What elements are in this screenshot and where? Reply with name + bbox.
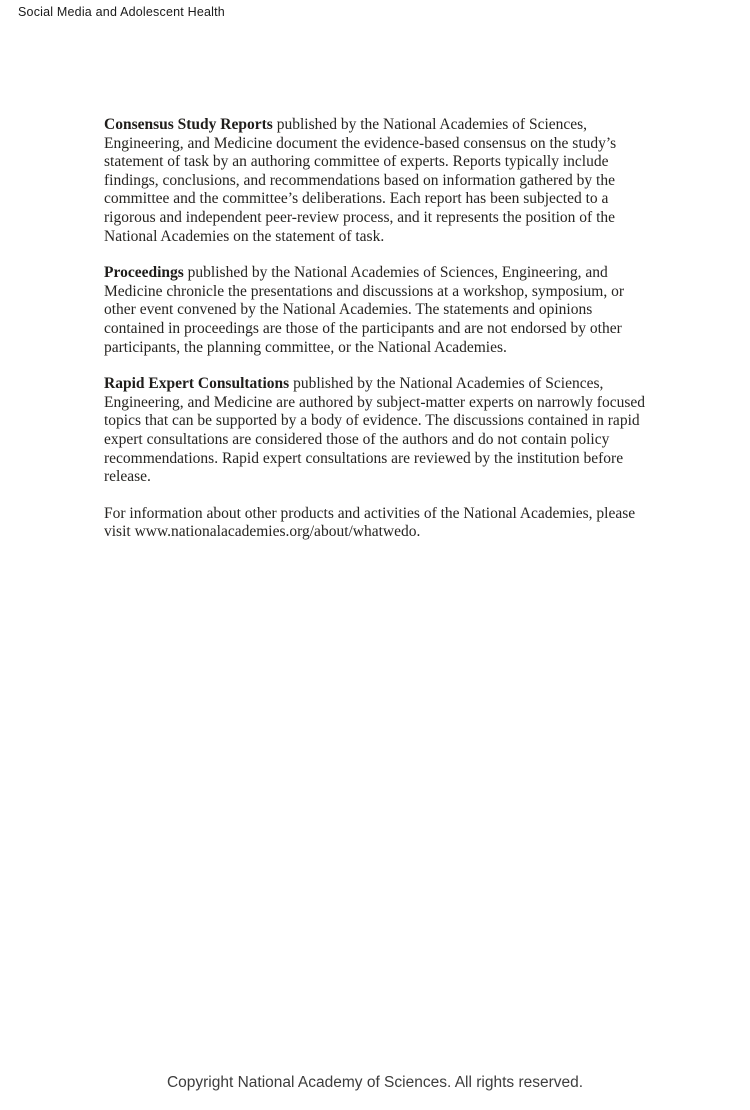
- paragraph-text: published by the National Academies of Sciences, Engineering, and Medicine document the evidence-based consensus on the study’s statement of task by an authoring committee of experts. Reports typically include findings, conclusions, and recommendations based on information gathered by the committee and the committee’s deliberations. Each report has been subjected to a rigorous and independent peer-review process, and it represents the position of the National Academies on the statement of task.: [104, 116, 617, 245]
- paragraph-text: published by the National Academies of Sciences, Engineering, and Medicine chronicle the presentations and discussions at a workshop, symposium, or other event convened by the National Academies. The statements and opinions contained in proceedings are those of the participants and are not endorsed by other participants, the planning committee, or the National Academies.: [104, 264, 625, 356]
- paragraph-text: published by the National Academies of Sciences, Engineering, and Medicine are authored by subject-matter experts on narrowly focused topics that can be supported by a body of evidence. The discussions contained in rapid expert consultations are considered those of the authors and do not contain policy recommendations. Rapid expert consultations are reviewed by the institution before release.: [104, 375, 646, 486]
- running-header-title: Social Media and Adolescent Health: [18, 5, 225, 19]
- paragraph-text: For information about other products and activities of the National Academies, please visit www.nationalacademies.org/about/whatwedo.: [104, 504, 636, 541]
- paragraph-proceedings: [104, 264, 652, 357]
- paragraph-lead-rapid-expert-consultations: Rapid Expert Consultations: [104, 375, 290, 393]
- copyright-notice: Copyright National Academy of Sciences. All rights reserved.: [166, 1074, 584, 1091]
- paragraph-lead-proceedings: Proceedings: [104, 264, 184, 282]
- paragraph-lead-consensus-study-reports: Consensus Study Reports: [104, 116, 273, 133]
- paragraph-rapid-expert-consultations: [104, 375, 652, 487]
- paragraph-consensus-study-reports: [104, 116, 652, 246]
- page-body-text: [104, 116, 652, 560]
- paragraph-more-information: [104, 505, 652, 542]
